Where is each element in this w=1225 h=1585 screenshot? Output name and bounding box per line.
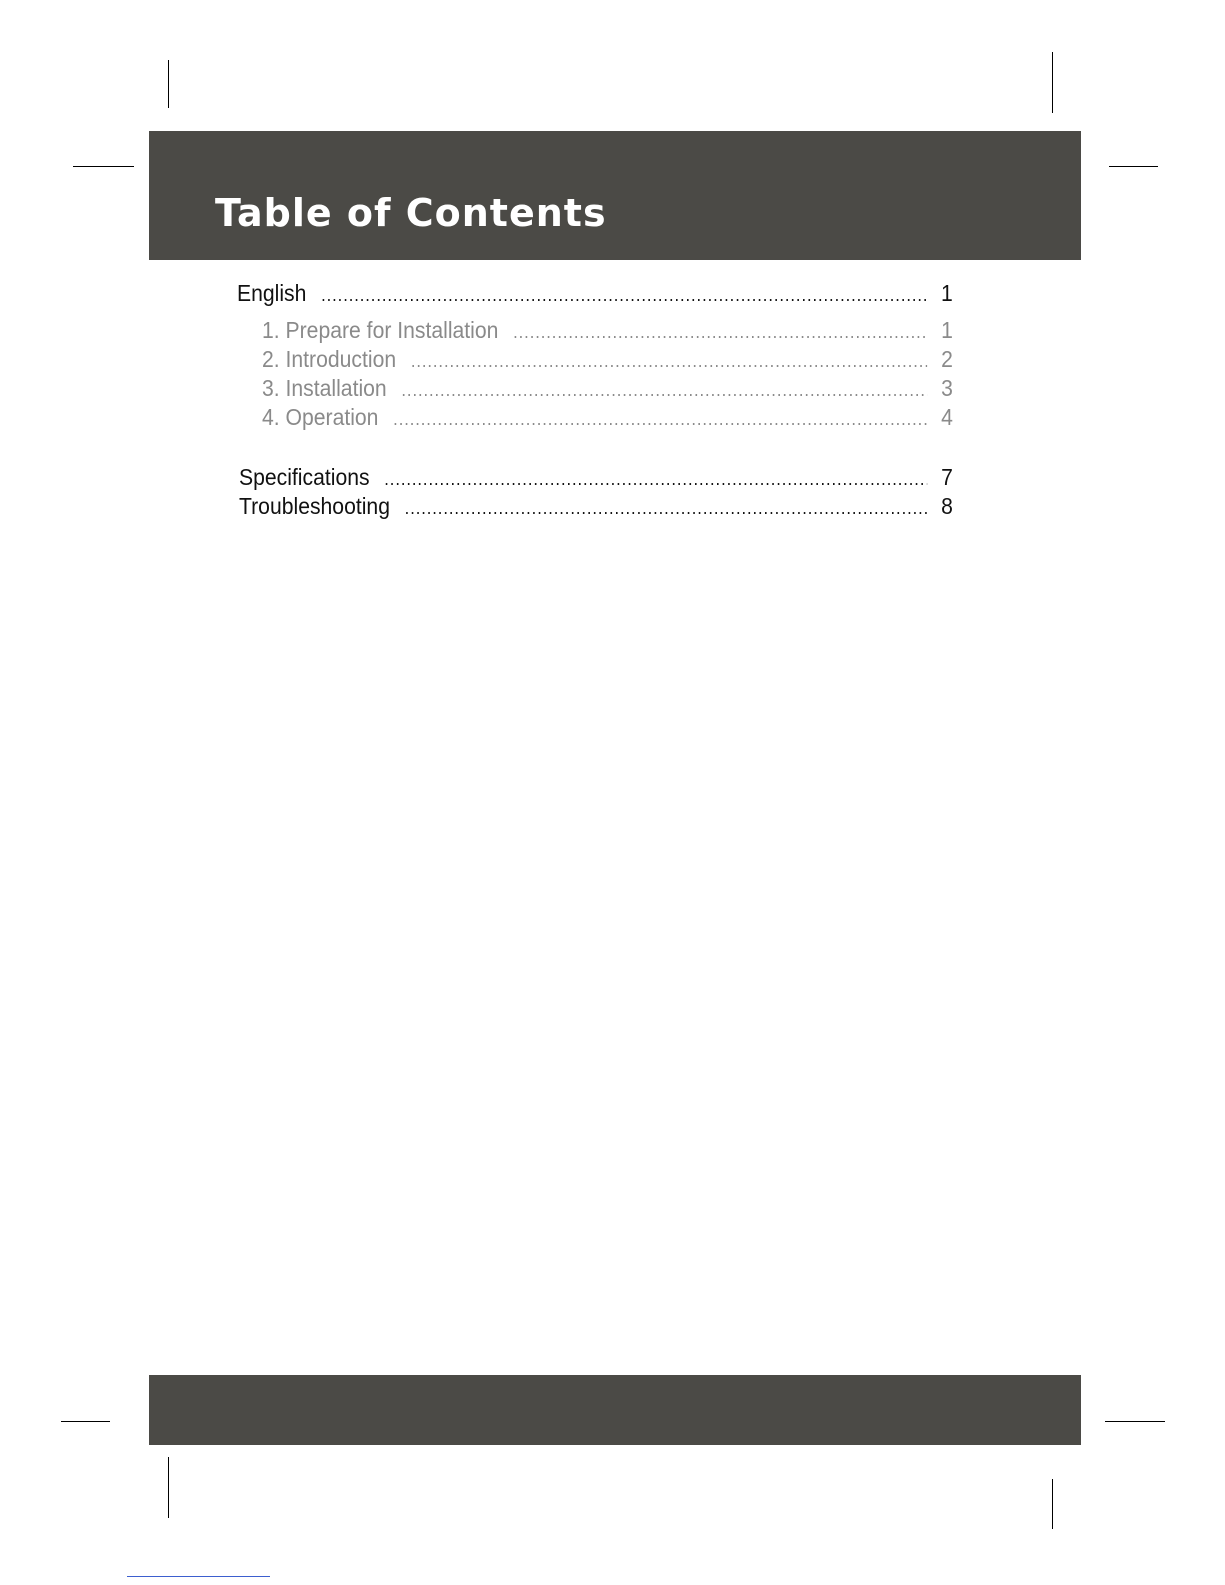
toc-entry-introduction[interactable] [262,345,953,375]
toc-entry-label: 3. Installation [262,375,387,401]
page-title: Table of Contents [215,191,607,235]
toc-entry-page: 3 [941,375,953,401]
toc-entry-label: Troubleshooting [239,493,390,519]
crop-mark-bottom-right [1052,1479,1053,1529]
toc-leader-dots [384,465,927,493]
toc-leader-dots [401,376,927,404]
toc-entry-label: 2. Introduction [262,346,397,372]
toc-entry-label: English [237,280,307,306]
toc-entry-troubleshooting[interactable] [239,492,953,522]
toc-entry-page: 4 [941,404,953,430]
crop-mark-right-lower [1105,1421,1165,1422]
toc-leader-dots [513,318,927,346]
toc-leader-dots [321,281,927,309]
toc-entry-label: Specifications [239,464,370,490]
crop-mark-left-lower [61,1421,110,1422]
toc-entry-operation[interactable] [262,403,953,433]
toc-leader-dots [405,494,927,522]
crop-mark-top-left [168,60,169,108]
toc-entry-english[interactable] [237,279,953,309]
crop-mark-right-upper [1109,166,1158,167]
toc-entry-installation[interactable] [262,374,953,404]
toc-entry-page: 1 [941,317,953,343]
toc-leader-dots [393,405,927,433]
bottom-rule [127,1576,270,1577]
crop-mark-left-upper [73,166,134,167]
toc-entry-label: 1. Prepare for Installation [262,317,499,343]
footer-band [149,1375,1081,1445]
toc-entry-page: 8 [941,493,953,519]
toc-entry-page: 2 [941,346,953,372]
crop-mark-bottom-left [168,1457,169,1518]
header-band [149,131,1081,260]
toc-entry-specifications[interactable] [239,463,953,493]
crop-mark-top-right [1052,52,1053,113]
toc-entry-prepare-for-installation[interactable] [262,316,953,346]
toc-entry-label: 4. Operation [262,404,379,430]
toc-entry-page: 7 [941,464,953,490]
toc-leader-dots [411,347,927,375]
toc-entry-page: 1 [940,280,953,306]
